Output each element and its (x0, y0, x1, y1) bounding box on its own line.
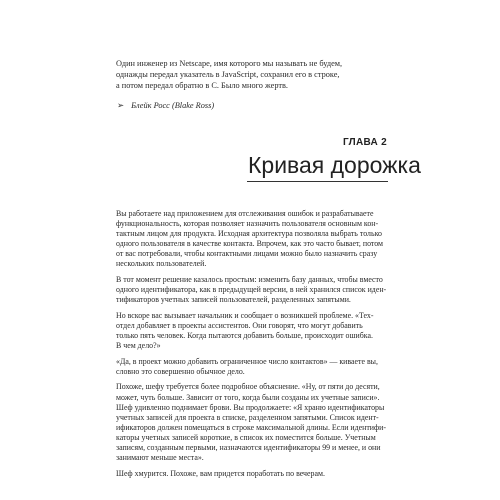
body-line: отдел добавляет в проекты ассистентов. Они говорят, что могут добавить (116, 320, 363, 330)
chapter-title-rule (247, 181, 388, 182)
chapter-title: Кривая дорожка (248, 152, 421, 178)
body-line: Шеф хмурится. Похоже, вам придется поработать по вечерам. (116, 468, 325, 478)
arrow-bullet-icon: ➢ (117, 101, 124, 110)
body-line: Похоже, шефу требуется более подробное объяснение. «Ну, от пяти до десяти, (116, 382, 380, 392)
body-line: одного идентификатора, как в предыдущей версии, в ней хранился список иден- (116, 285, 387, 295)
body-text (116, 209, 389, 484)
body-line: только пять человек. Когда пытаются добавить больше, происходит ошибка. (116, 331, 373, 341)
body-line: занимают меньше места». (116, 453, 204, 463)
epigraph-line: а потом передал обратно в C. Было много жертв. (116, 81, 288, 90)
body-paragraph (116, 209, 389, 270)
body-paragraph (116, 469, 389, 479)
epigraph-line: Один инженер из Netscape, имя которого мы называть не будем, (116, 59, 343, 68)
body-line: В тот момент решение казалось простым: изменить базу данных, чтобы вместо (116, 275, 383, 285)
body-line: словно это совершенно обычное дело. (116, 366, 245, 376)
body-line: от вас потребовали, чтобы контактными лицами можно было назначить сразу (116, 249, 378, 259)
epigraph-author: Блейк Росс (Blake Ross) (131, 101, 215, 110)
body-paragraph (116, 311, 389, 351)
body-paragraph (116, 357, 389, 377)
epigraph-attribution (117, 100, 214, 111)
body-line: нескольких пользователей. (116, 259, 207, 269)
body-line: может, чуть больше. Зависит от того, когда были созданы их учетные записи». (116, 392, 380, 402)
body-line: «Да, в проект можно добавить ограниченное число контактов» — киваете вы, (116, 356, 378, 366)
chapter-label: ГЛАВА 2 (342, 137, 387, 148)
epigraph-quote (116, 58, 406, 91)
body-line: одного пользователя в качестве контакта. Впрочем, как это часто бывает, потом (116, 239, 384, 249)
body-paragraph (116, 382, 389, 463)
body-line: В чем дело?» (116, 341, 161, 351)
body-paragraph (116, 275, 389, 305)
epigraph-line: однажды передал указатель в JavaScript, сохранил его в строке, (116, 70, 340, 79)
body-line: ификаторов должен помещаться в строке максимальной длины. Если идентифи- (116, 422, 386, 432)
body-line: Но вскоре вас вызывает начальник и сообщает о возникшей проблеме. «Тех- (116, 310, 374, 320)
body-line: каторы учетных записей короткие, в список их поместится больше. Учетным (116, 432, 376, 442)
body-line: тактным лицом для продукта. Исходная архитектура позволяла выбрать только (116, 229, 382, 239)
body-line: Вы работаете над приложением для отслеживания ошибок и разрабатываете (116, 209, 374, 218)
body-line: Шеф удивленно поднимает брови. Вы продолжаете: «Я храню идентификаторы (116, 402, 385, 412)
body-line: учетных записей для проекта в списке, разделенном запятыми. Список идент- (116, 412, 379, 422)
body-line: записям, созданным первыми, назначаются идентификаторы 99 и менее, и они (116, 442, 381, 452)
body-line: функциональность, которая позволяет назначить пользователя основным кон- (116, 219, 379, 229)
body-line: тификаторов учетных записей пользователей, разделенных запятыми. (116, 295, 351, 305)
